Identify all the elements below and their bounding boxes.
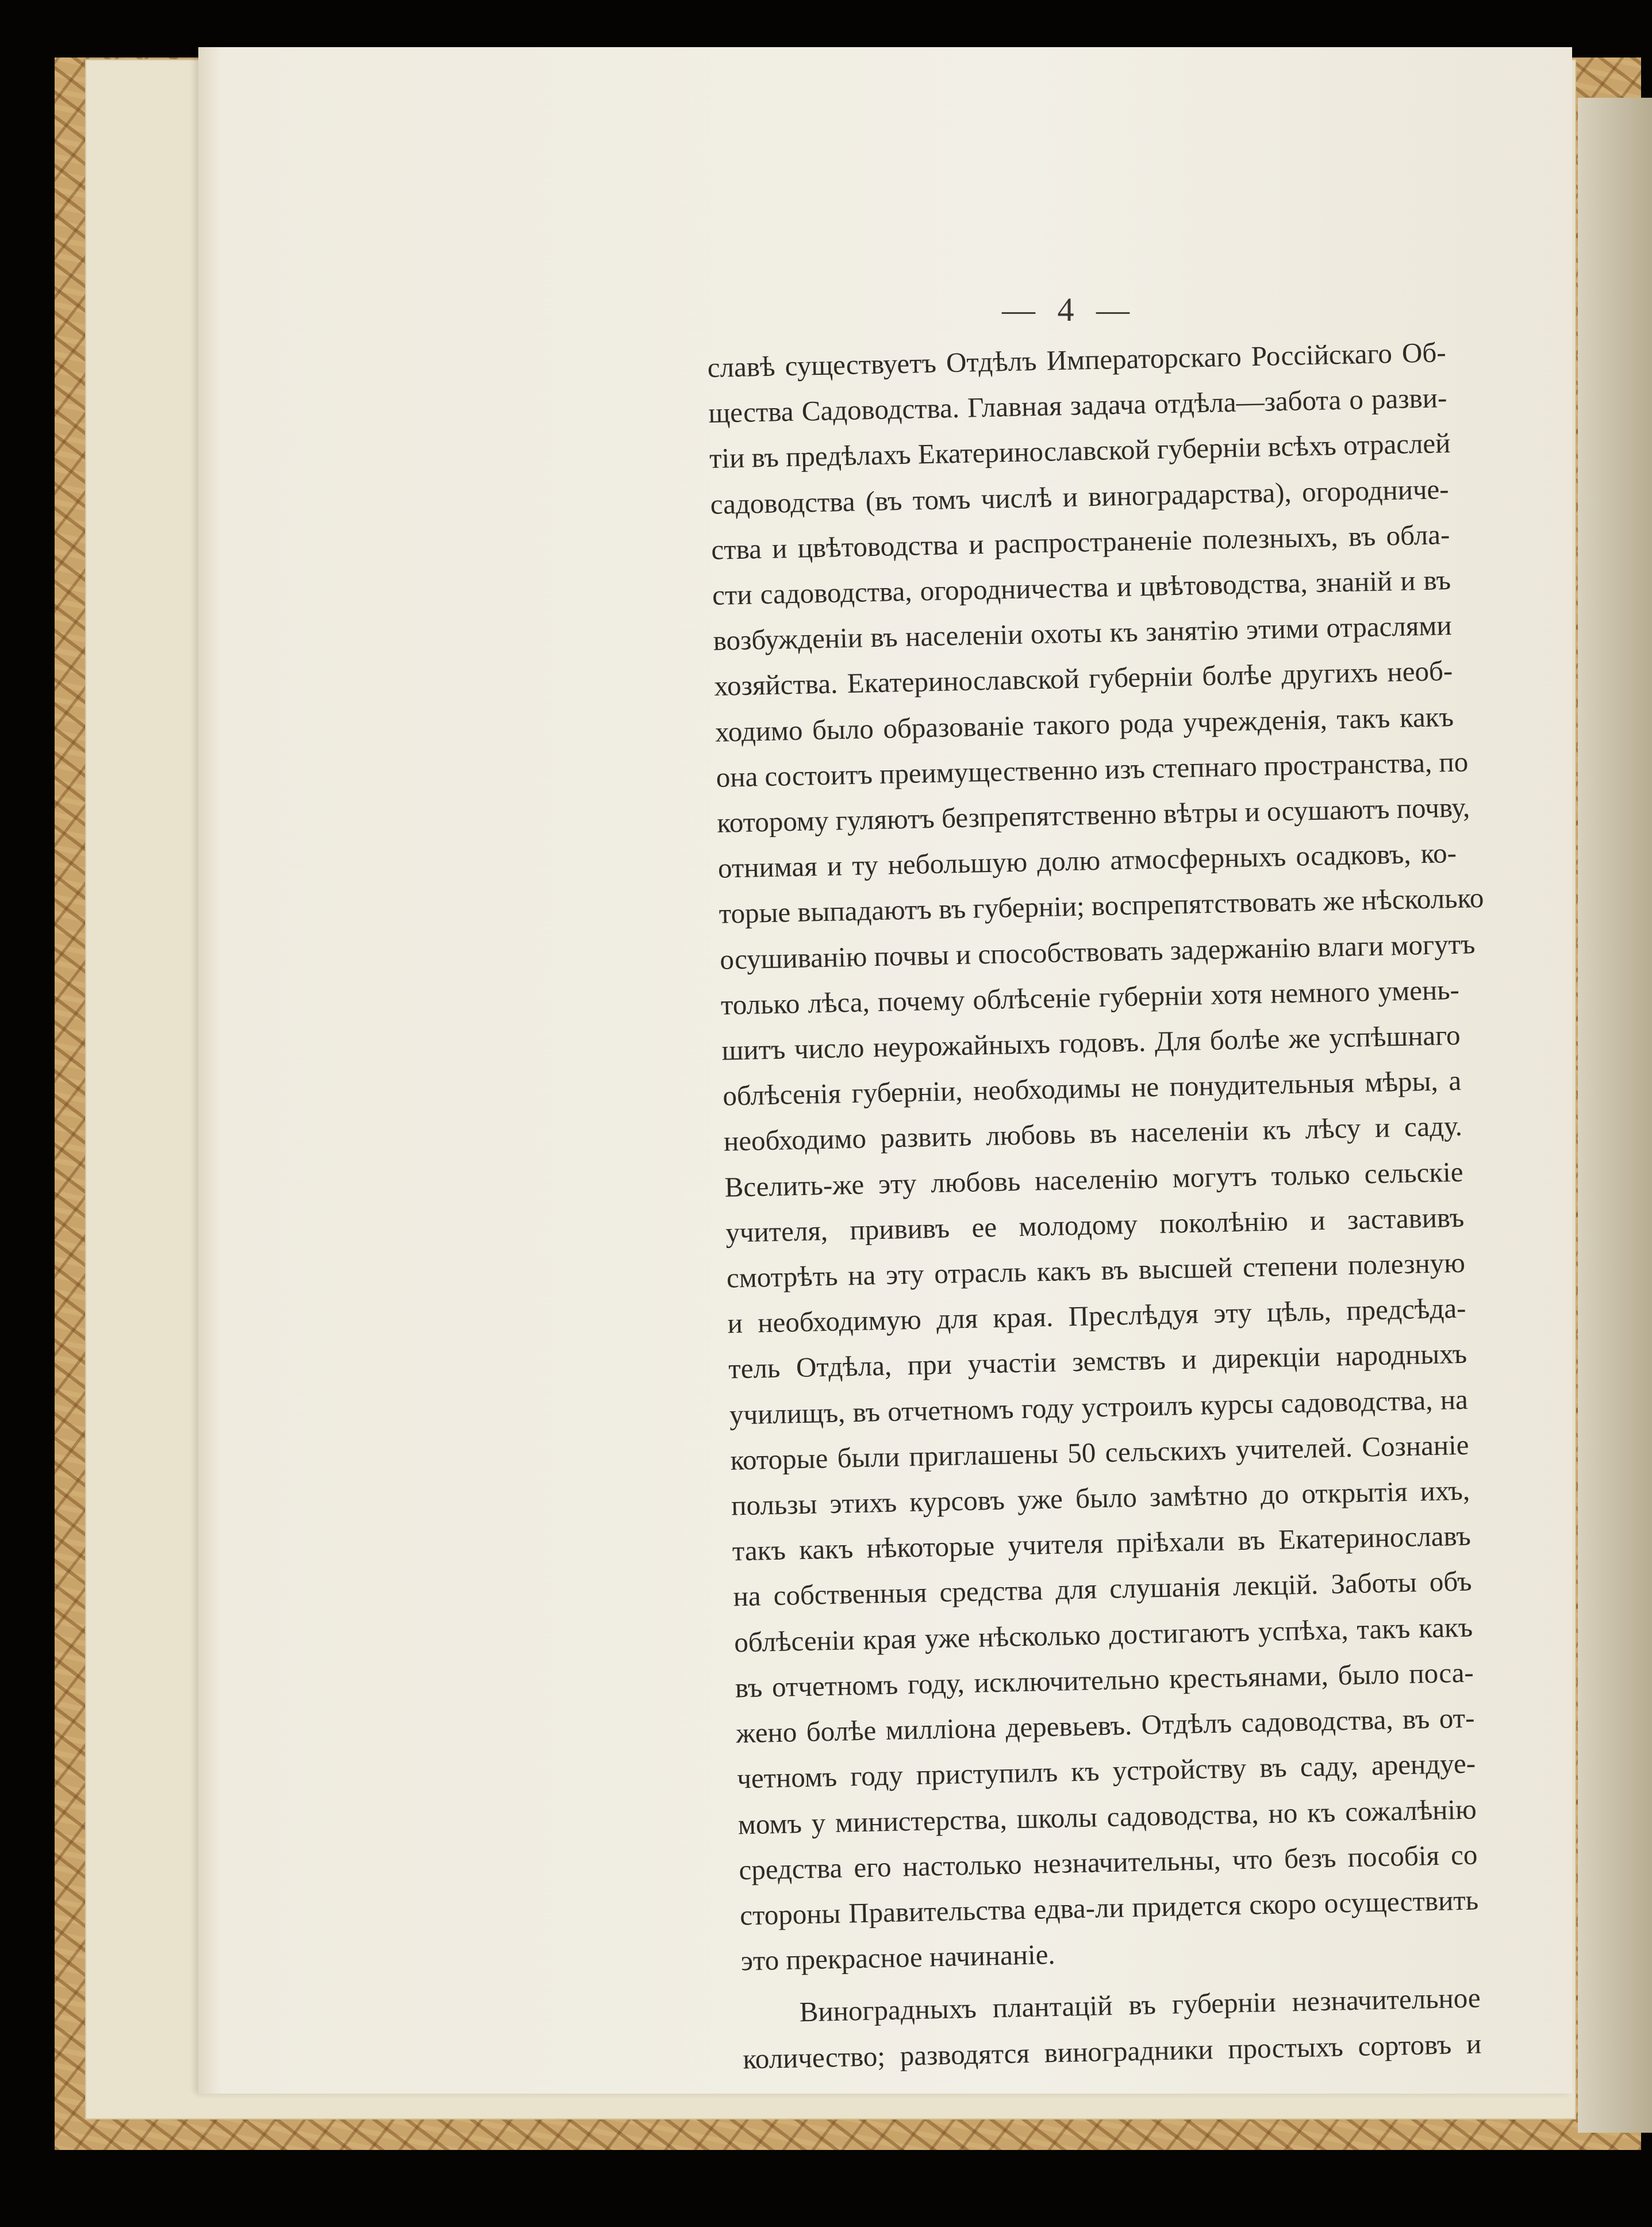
paragraph: [707, 329, 1484, 1984]
text-line: которому гуляютъ безпрепятственно вѣтры и осушаютъ почву,: [716, 791, 1470, 839]
text-line: количество; разводятся виноградники простыхъ сортовъ и: [742, 2027, 1482, 2075]
text-line: необходимо развить любовь въ населеніи къ лѣсу и саду.: [723, 1110, 1463, 1158]
text-line: торые выпадаютъ въ губерніи; воспрепятствовать же нѣсколько: [719, 882, 1484, 930]
text-line: облѣсенія губерніи, необходимы не понудительныя мѣры, а: [722, 1065, 1462, 1112]
text-line: смотрѣть на эту отрасль какъ въ высшей степени полезную: [726, 1246, 1466, 1294]
text-line: тіи въ предѣлахъ Екатеринославской губерніи всѣхъ отраслей: [709, 427, 1451, 475]
text-line: облѣсеніи края уже нѣсколько достигаютъ успѣха, такъ какъ: [733, 1611, 1473, 1658]
text-line: отнимая и ту небольшую долю атмосферныхъ осадковъ, ко-: [717, 837, 1457, 885]
text-line: училищъ, въ отчетномъ году устроилъ курсы садоводства, на: [729, 1383, 1469, 1431]
text-line: такъ какъ нѣкоторые учителя пріѣхали въ Екатеринославъ: [732, 1519, 1472, 1567]
text-line: момъ у министерства, школы садоводства, но къ сожалѣнію: [737, 1793, 1477, 1840]
text-line: хозяйства. Екатеринославской губерніи болѣе другихъ необ-: [713, 655, 1453, 702]
text-line: и необходимую для края. Преслѣдуя эту цѣль, предсѣда-: [727, 1292, 1466, 1339]
text-line: она состоитъ преимущественно изъ степнаго пространства, по: [716, 746, 1469, 793]
text-line: ходимо было образованіе такого рода учрежденія, такъ какъ: [714, 700, 1454, 748]
body-text: [707, 329, 1482, 2088]
text-line: ства и цвѣтоводства и распространеніе полезныхъ, въ обла-: [710, 518, 1450, 566]
text-line: славѣ существуетъ Отдѣлъ Императорскаго Россійскаго Об-: [707, 336, 1447, 383]
text-line: на собственныя средства для слушанія лекцій. Заботы объ: [733, 1565, 1472, 1613]
text-line: Виноградныхъ плантацій въ губерніи незначительное: [799, 1982, 1481, 2028]
text-line: осушиванію почвы и способствовать задержанію влаги могутъ: [719, 927, 1476, 976]
text-line: тель Отдѣла, при участіи земствъ и дирекціи народныхъ: [728, 1338, 1467, 1385]
text-line: четномъ году приступилъ къ устройству въ саду, арендуе-: [736, 1747, 1476, 1795]
text-line: пользы этихъ курсовъ уже было замѣтно до открытія ихъ,: [731, 1474, 1470, 1522]
paragraph: [742, 1975, 1482, 2082]
text-line: учителя, прививъ ее молодому поколѣнію и заставивъ: [725, 1201, 1465, 1249]
text-line: щества Садоводства. Главная задача отдѣла—забота о разви-: [708, 382, 1447, 429]
text-line: только лѣса, почему облѣсеніе губерніи хотя немного умень-: [720, 973, 1460, 1021]
text-line: жено болѣе милліона деревьевъ. Отдѣлъ садоводства, въ от-: [736, 1702, 1475, 1749]
text-line: въ отчетномъ году, исключительно крестьянами, было поса-: [735, 1656, 1474, 1704]
text-line: сти садоводства, огородничества и цвѣтоводства, знаній и въ: [712, 564, 1451, 611]
text-line: стороны Правительства едва-ли придется скоро осуществить: [739, 1884, 1479, 1932]
next-page-edge: [1578, 98, 1652, 2133]
text-line: которые были приглашены 50 сельскихъ учителей. Сознаніе: [730, 1429, 1469, 1476]
text-line: это прекрасное начинаніе.: [740, 1938, 1056, 1977]
text-line: средства его настолько незначительны, что безъ пособія со: [738, 1838, 1478, 1886]
text-line: возбужденіи въ населеніи охоты къ занятію этими отраслями: [713, 609, 1453, 657]
text-line: шитъ число неурожайныхъ годовъ. Для болѣе же успѣшнаго: [721, 1019, 1461, 1066]
text-line: Вселить-же эту любовь населенію могутъ только сельскіе: [724, 1155, 1463, 1203]
text-line: садоводства (въ томъ числѣ и виноградарства), огородниче-: [710, 473, 1450, 520]
page-number: — 4 —: [1002, 291, 1136, 328]
